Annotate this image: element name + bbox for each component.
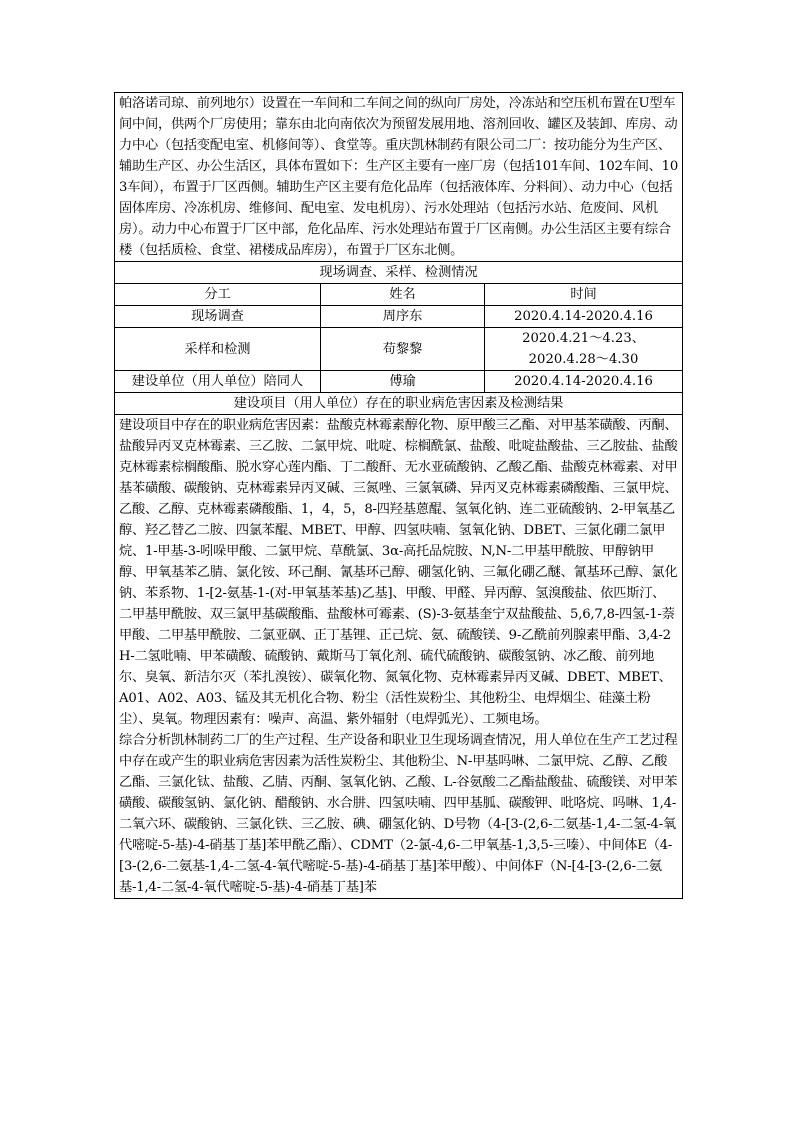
hazards-paragraph-1: 建设项目中存在的职业病危害因素：盐酸克林霉素醇化物、原甲酸三乙酯、对甲基苯磺酸、丙酮、盐酸异丙叉克林霉素、三乙胺、二氯甲烷、吡啶、棕榈酰氯、盐酸、吡啶盐酸盐、三乙胺盐、盐酸克林霉素棕榈酸酯、脱水穿心莲内酯、丁二酸酐、无水亚硫酸钠、乙酸乙酯、盐酸克林霉素、对甲基苯磺酸、碳酸钠、克林霉素异丙叉碱、三氮唑、三氯氧磷、异丙叉克林霉素磷酸酯、三氯甲烷、乙酸、乙醇、克林霉素磷酸酯、1，4，5，8-四羟基蒽醌、氢氧化钠、连二亚硫酸钠、2-甲氧基乙醇、羟乙替乙二胺、四氯苯醌、MBET、甲醇、四氢呋喃、氢氧化钠、DBET、三氯化硼二氯甲烷、1-甲基-3-吲哚甲酸、二氯甲烷、草酰氯、3α-高托品烷胺、N,N-二甲基甲酰胺、甲醇钠甲醇、甲氧基苯乙腈、氯化铵、环己酮、氰基环己醇、硼氢化钠、三氟化硼乙醚、氰基环己醇、氯化钠、苯系物、1-[2-氨基-1-(对-甲氧基苯基)乙基]、甲酸、甲醛、异丙醇、氢溴酸盐、依匹斯汀、二甲基甲酰胺、双三氯甲基碳酸酯、盐酸林可霉素、(S)-3-氨基奎宁双盐酸盐、5,6,7,8-四氢-1-萘甲酸、二甲基甲酰胺、二氯亚砜、正丁基锂、正己烷、氨、硫酸镁、9-乙酰前列腺素甲酯、3,4-2H-二氢吡喃、甲苯磺酸、硫酸钠、戴斯马丁氧化剂、硫代硫酸钠、碳酸氢钠、冰乙酸、前列地尔、臭氧、新洁尔灭（苯扎溴铵）、碳氧化物、氮氧化物、克林霉素异丙叉碱、DBET、MBET、A01、A02、A03、锰及其无机化合物、粉尘（活性炭粉尘、其他粉尘、电焊烟尘、硅藻土粉尘）、臭氧。物理因素有：噪声、高温、紫外辐射（电焊弧光）、工频电场。 — [119, 418, 678, 727]
hazards-section-title: 建设项目（用人单位）存在的职业病危害因素及检测结果 — [115, 393, 683, 415]
table-row — [115, 371, 683, 393]
row-role: 建设单位（用人单位）陪同人 — [115, 371, 321, 393]
hazards-paragraph-2: 综合分析凯林制药二厂的生产过程、生产设备和职业卫生现场调查情况，用人单位在生产工艺过程中存在或产生的职业病危害因素为活性炭粉尘、其他粉尘、N-甲基吗啉、二氯甲烷、乙醇、乙酸乙酯、三氯化钛、盐酸、乙腈、丙酮、氢氧化钠、乙酸、L-谷氨酸二乙酯盐酸盐、硫酸镁、对甲苯磺酸、碳酸氢钠、氯化钠、醋酸钠、水合肼、四氢呋喃、四甲基胍、碳酸钾、吡咯烷、吗啉、1,4-二氧六环、碳酸钠、三氯化铁、三乙胺、碘、硼氢化钠、D号物（4-[3-(2,6-二氨基-1,4-二氢-4-氧代嘧啶-5-基)-4-硝基丁基]苯甲酰乙酯）、CDMT（2-氯-4,6-二甲氧基-1,3,5-三嗪）、中间体E（4-[3-(2,6-二氨基-1,4-二氢-4-氧代嘧啶-5-基)-4-硝基丁基]苯甲酸）、中间体F（N-[4-[3-(2,6-二氨基-1,4-二氢-4-氧代嘧啶-5-基)-4-硝基丁基]苯 — [119, 733, 678, 895]
row-role: 采样和检测 — [115, 328, 321, 371]
survey-title-row — [115, 262, 683, 284]
row-date: 2020.4.14-2020.4.16 — [485, 371, 683, 393]
hazards-body-row — [115, 415, 683, 899]
intro-paragraph: 帕洛诺司琼、前列地尔）设置在一车间和二车间之间的纵向厂房处，冷冻站和空压机布置在U型车间中间，供两个厂房使用；靠东由北向南依次为预留发展用地、溶剂回收、罐区及装卸、库房、动力中心（包括变配电室、机修间等）、食堂等。重庆凯林制药有限公司二厂：按功能分为生产区、辅助生产区、办公生活区，具体布置如下：生产区主要有一座厂房（包括101车间、102车间、103车间），布置于厂区西侧。辅助生产区主要有危化品库（包括液体库、分料间）、动力中心（包括固体库房、冷冻机房、维修间、配电室、发电机房）、污水处理站（包括污水站、危废间、风机房）。动力中心布置于厂区中部，危化品库、污水处理站布置于厂区南侧。办公生活区主要有综合楼（包括质检、食堂、裙楼成品库房），布置于厂区东北侧。 — [115, 93, 683, 262]
report-table — [114, 92, 683, 899]
row-date — [485, 328, 683, 371]
row-role: 现场调查 — [115, 306, 321, 328]
survey-section-title: 现场调查、采样、检测情况 — [115, 262, 683, 284]
column-header-date: 时间 — [485, 284, 683, 306]
column-header-name: 姓名 — [321, 284, 485, 306]
row-date-line-2: 2020.4.28～4.30 — [528, 352, 639, 367]
table-row — [115, 306, 683, 328]
table-row — [115, 328, 683, 371]
row-name: 周序东 — [321, 306, 485, 328]
hazards-title-row — [115, 393, 683, 415]
row-date: 2020.4.14-2020.4.16 — [485, 306, 683, 328]
row-name: 苟黎黎 — [321, 328, 485, 371]
hazards-body — [115, 415, 683, 899]
row-date-line-1: 2020.4.21～4.23、 — [522, 331, 645, 346]
intro-row — [115, 93, 683, 262]
survey-header-row — [115, 284, 683, 306]
column-header-role: 分工 — [115, 284, 321, 306]
row-name: 傅瑜 — [321, 371, 485, 393]
